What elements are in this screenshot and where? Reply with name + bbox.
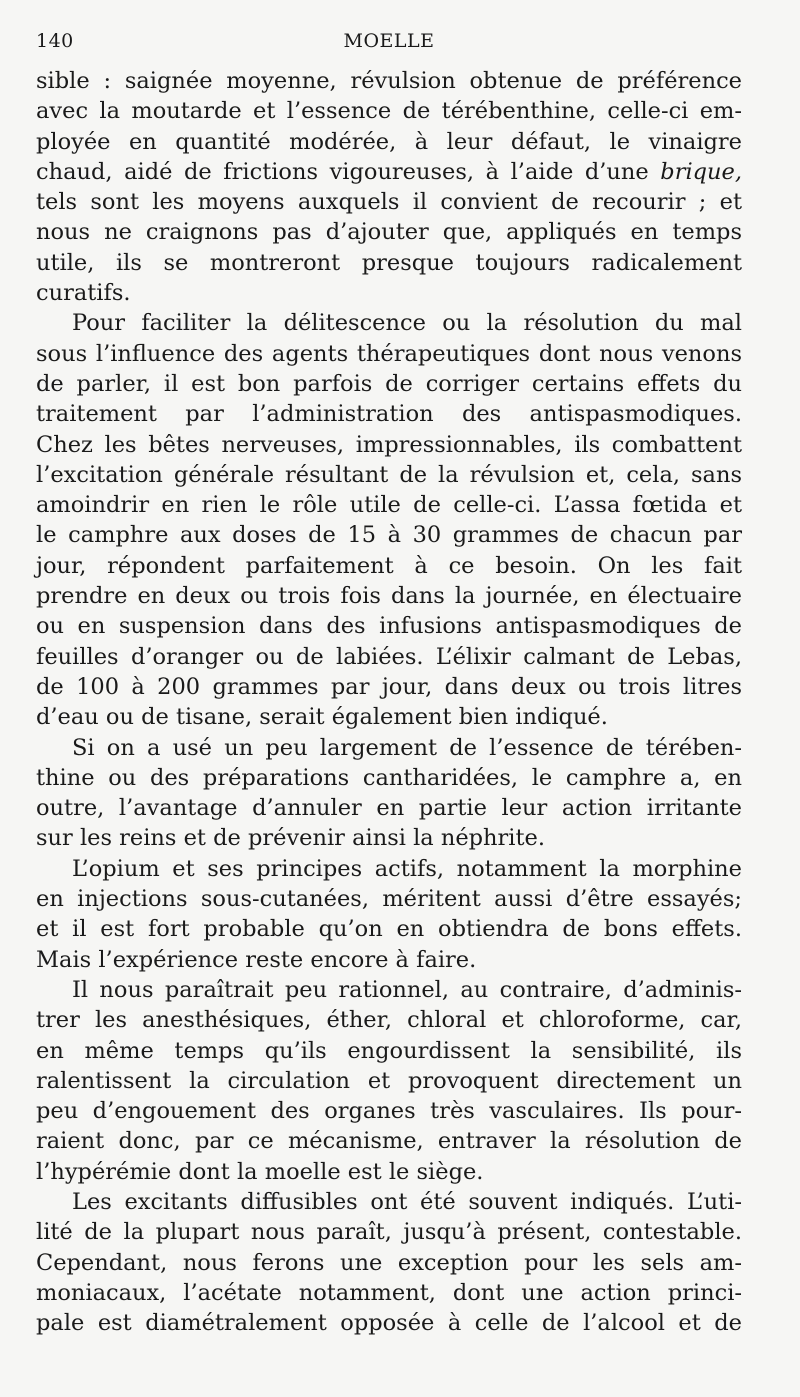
- text-line: feuilles d’oranger ou de labiées. L’élixir calmant de Lebas,: [36, 643, 742, 670]
- text-line: trer les anesthésiques, éther, chloral et chloroforme, car,: [36, 1007, 742, 1034]
- text-line: et il est fort probable qu’on en obtiendra de bons effets.: [36, 916, 742, 943]
- text-line: sible : saignée moyenne, révulsion obtenue de préférence: [36, 68, 742, 94]
- text-segment: chaud, aidé de frictions vigoureuses, à l’aide d’une: [36, 158, 649, 185]
- page-header: [36, 30, 742, 58]
- text-line: traitement par l’administration des antispasmodiques.: [36, 401, 742, 428]
- text-line: thine ou des préparations cantharidées, le camphre a, en: [36, 764, 742, 791]
- text-line: de parler, il est bon parfois de corriger certains effets du: [36, 370, 742, 397]
- text-line: l’hypérémie dont la moelle est le siège.: [36, 1158, 484, 1185]
- text-line: outre, l’avantage d’annuler en partie leur action irritante: [36, 795, 742, 822]
- text-line: curatifs.: [36, 280, 131, 307]
- text-line: en même temps qu’ils engourdissent la sensibilité, ils: [36, 1037, 742, 1064]
- text-line: de 100 à 200 grammes par jour, dans deux ou trois litres: [36, 673, 742, 700]
- text-line: Mais l’expérience reste encore à faire.: [36, 946, 477, 973]
- text-line: sous l’influence des agents thérapeutiques dont nous venons: [36, 340, 742, 367]
- text-line: ployée en quantité modérée, à leur défaut, le vinaigre: [36, 128, 742, 155]
- text-line: moniacaux, l’acétate notamment, dont une action princi-: [36, 1279, 742, 1306]
- text-line: Cependant, nous ferons une exception pour les sels am-: [36, 1249, 742, 1276]
- text-line: sur les reins et de prévenir ainsi la néphrite.: [36, 825, 546, 852]
- page-number: 140: [36, 30, 74, 52]
- text-line: avec la moutarde et l’essence de térébenthine, celle-ci em-: [36, 98, 742, 125]
- paragraph-first-line: Pour faciliter la délitescence ou la résolution du mal: [72, 310, 742, 337]
- text-line: raient donc, par ce mécanisme, entraver la résolution de: [36, 1128, 742, 1155]
- text-line: ou en suspension dans des infusions antispasmodiques de: [36, 613, 742, 640]
- paragraph-first-line: Si on a usé un peu largement de l’essence de térében-: [72, 734, 742, 761]
- text-line: pale est diamétralement opposée à celle de l’alcool et de: [36, 1310, 742, 1337]
- text-line: l’excitation générale résultant de la révulsion et, cela, sans: [36, 461, 742, 488]
- text-line: le camphre aux doses de 15 à 30 grammes de chacun par: [36, 522, 742, 549]
- running-head: MOELLE: [343, 30, 435, 52]
- text-line: peu d’engouement des organes très vasculaires. Ils pour-: [36, 1098, 742, 1125]
- text-line: lité de la plupart nous paraît, jusqu’à présent, contestable.: [36, 1219, 742, 1246]
- paragraph-first-line: L’opium et ses principes actifs, notamment la morphine: [72, 855, 742, 882]
- body-text: [36, 66, 742, 1338]
- text-line: Chez les bêtes nerveuses, impressionnables, ils combattent: [36, 431, 742, 458]
- paragraph-first-line: Il nous paraîtrait peu rationnel, au contraire, d’adminis-: [72, 976, 742, 1003]
- paragraph-first-line: Les excitants diffusibles ont été souvent indiqués. L’uti-: [72, 1188, 742, 1215]
- text-line: d’eau ou de tisane, serait également bien indiqué.: [36, 704, 608, 731]
- text-line: amoindrir en rien le rôle utile de celle-ci. L’assa fœtida et: [36, 492, 742, 519]
- text-line-with-italic: [36, 157, 742, 187]
- italic-word: brique,: [660, 158, 743, 185]
- text-line: jour, répondent parfaitement à ce besoin. On les fait: [36, 552, 742, 579]
- text-line: en injections sous-cutanées, méritent aussi d’être essayés;: [36, 886, 742, 913]
- text-line: tels sont les moyens auxquels il convient de recourir ; et: [36, 189, 742, 216]
- text-line: utile, ils se montreront presque toujours radicalement: [36, 249, 742, 276]
- text-line: prendre en deux ou trois fois dans la journée, en électuaire: [36, 583, 742, 610]
- text-line: ralentissent la circulation et provoquent directement un: [36, 1067, 742, 1094]
- text-line: nous ne craignons pas d’ajouter que, appliqués en temps: [36, 219, 742, 246]
